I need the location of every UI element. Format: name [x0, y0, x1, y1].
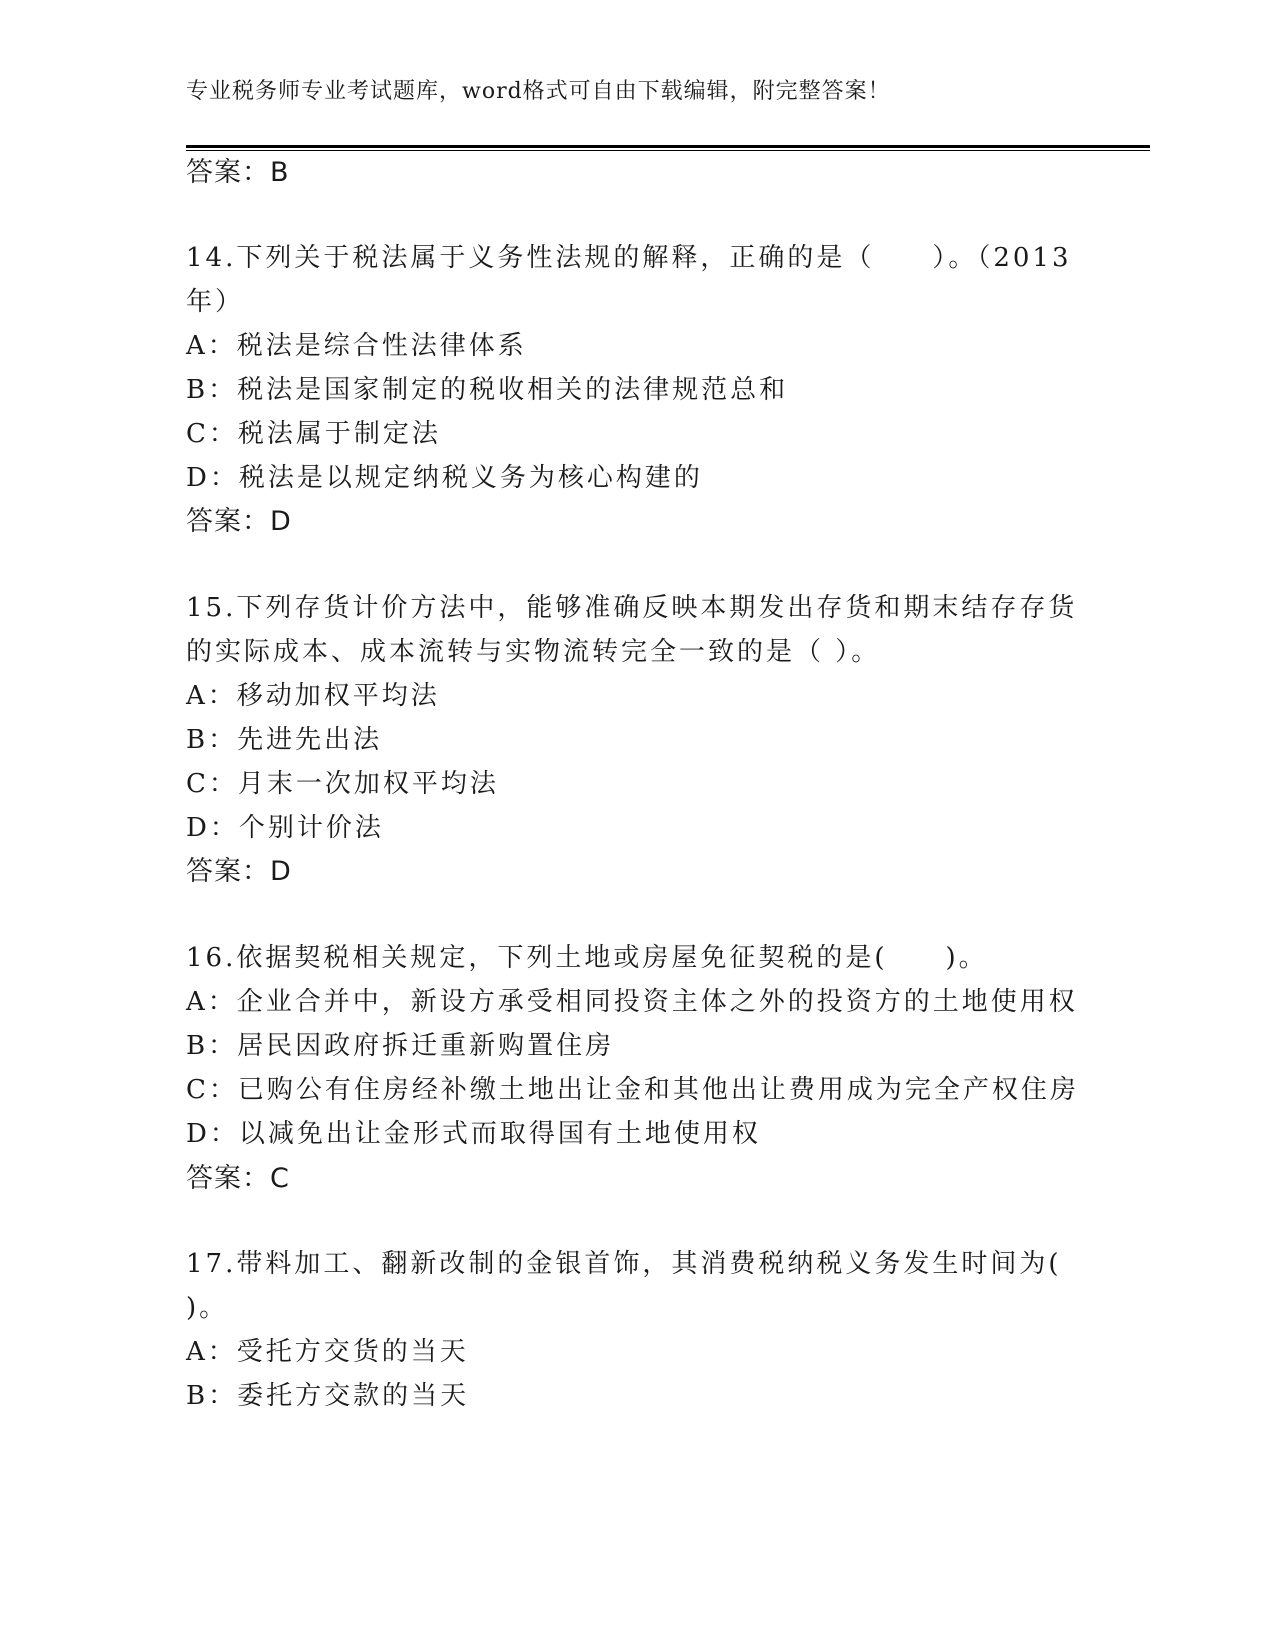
question-16-answer: 答案：C — [186, 1163, 290, 1194]
question-16-option-c: C：已购公有住房经补缴土地出让金和其他出让费用成为完全产权住房 — [186, 1075, 1079, 1105]
question-17-stem-line-2: )。 — [186, 1293, 229, 1323]
question-14-option-d: D：税法是以规定纳税义务为核心构建的 — [186, 463, 703, 493]
question-15-answer: 答案：D — [186, 856, 292, 887]
question-15-option-d: D：个别计价法 — [186, 813, 384, 843]
question-14-option-c: C：税法属于制定法 — [186, 419, 441, 449]
question-14-stem-line-1: 14.下列关于税法属于义务性法规的解释，正确的是（ ）。（2013 — [186, 243, 1072, 273]
answer-previous: 答案：B — [186, 157, 290, 188]
question-14-option-b: B：税法是国家制定的税收相关的法律规范总和 — [186, 375, 789, 405]
question-15-option-b: B：先进先出法 — [186, 725, 383, 755]
question-16-stem-line-1: 16.依据契税相关规定，下列土地或房屋免征契税的是( )。 — [186, 943, 988, 973]
header-rule-thick — [186, 145, 1150, 148]
question-17-stem-line-1: 17.带料加工、翻新改制的金银首饰，其消费税纳税义务发生时间为( — [186, 1249, 1062, 1279]
question-16-option-a: A：企业合并中，新设方承受相同投资主体之外的投资方的土地使用权 — [186, 987, 1078, 1017]
question-15-option-a: A：移动加权平均法 — [186, 681, 440, 711]
question-16-option-d: D：以减免出让金形式而取得国有土地使用权 — [186, 1119, 761, 1149]
page-header: 专业税务师专业考试题库，word格式可自由下载编辑，附完整答案！ — [186, 79, 891, 104]
question-17-option-b: B：委托方交款的当天 — [186, 1381, 470, 1411]
question-15-stem-line-1: 15.下列存货计价方法中，能够准确反映本期发出存货和期末结存存货 — [186, 593, 1078, 623]
question-14-stem-line-2: 年） — [186, 287, 245, 317]
header-rule-thin — [186, 150, 1150, 151]
question-14-answer: 答案：D — [186, 506, 292, 537]
question-16-option-b: B：居民因政府拆迁重新购置住房 — [186, 1031, 615, 1061]
question-15-option-c: C：月末一次加权平均法 — [186, 769, 499, 799]
question-15-stem-line-2: 的实际成本、成本流转与实物流转完全一致的是（ ）。 — [186, 637, 881, 667]
question-17-option-a: A：受托方交货的当天 — [186, 1337, 469, 1367]
question-14-option-a: A：税法是综合性法律体系 — [186, 331, 527, 361]
